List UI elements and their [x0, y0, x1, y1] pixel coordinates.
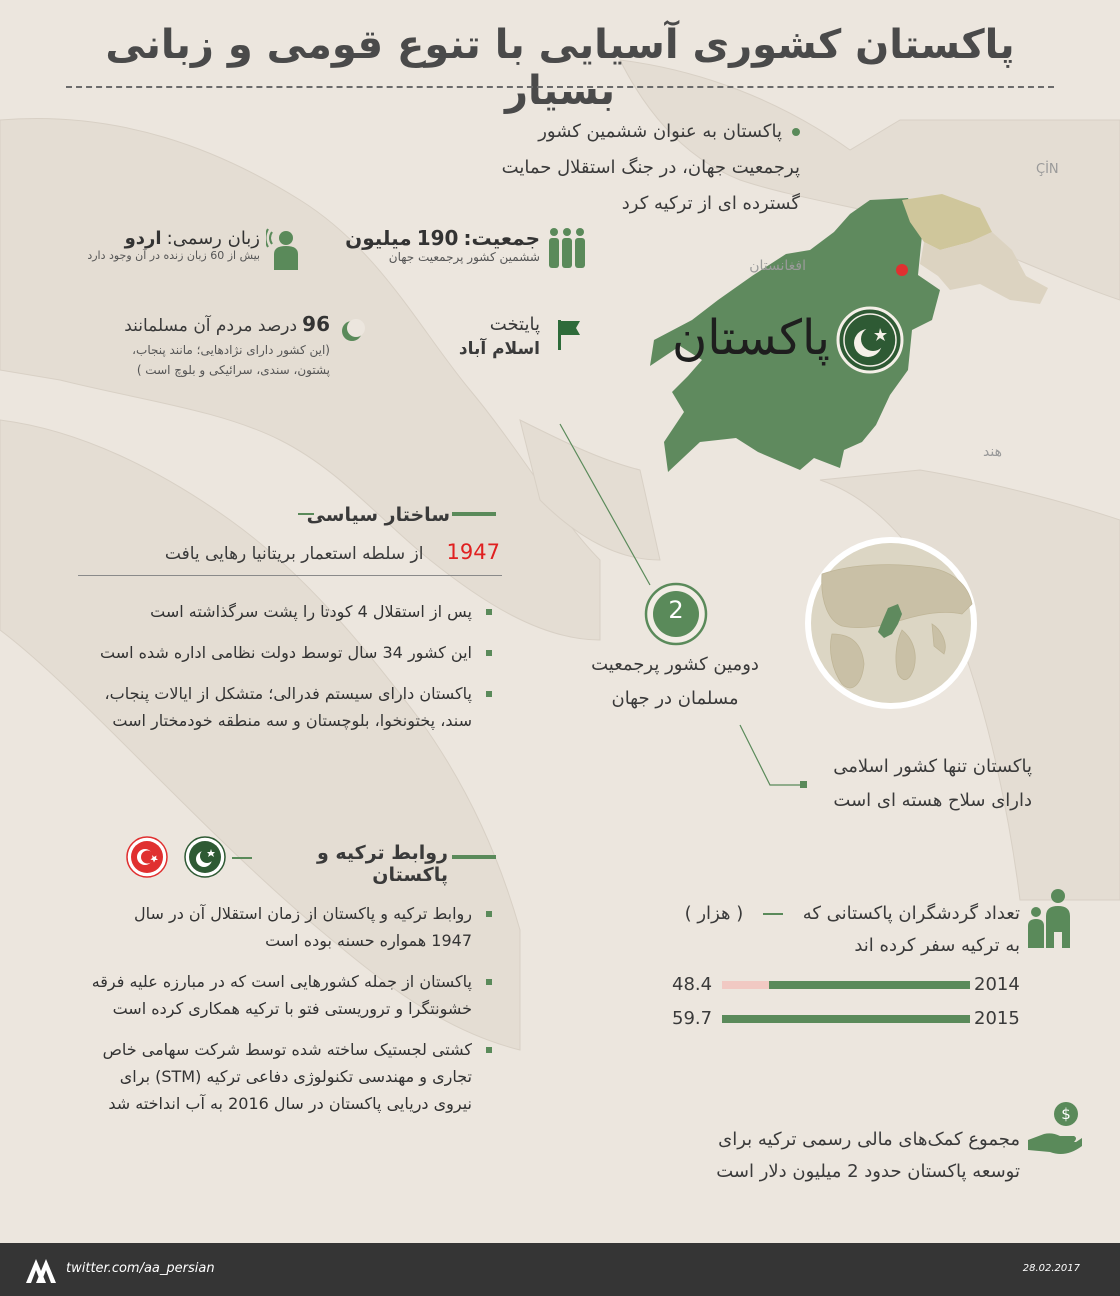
bar-year: 2015 — [974, 1008, 1020, 1029]
rank-text-1: دومین کشور پرجمعیت — [591, 654, 759, 675]
family-icon — [1024, 888, 1076, 950]
population-unit: میلیون — [345, 226, 412, 250]
religion-label: درصد مردم آن مسلمانند — [124, 316, 298, 336]
nuclear-line-2: دارای سلاح هسته ای است — [833, 790, 1032, 811]
religion-block — [60, 312, 330, 380]
people-icon — [546, 226, 588, 270]
pakistan-flag-icon — [836, 306, 904, 374]
nuclear-text — [800, 750, 1032, 818]
population-label: جمعیت: — [463, 226, 540, 250]
religion-sub-2: پشتون، سندی، سرائیکی و بلوچ است ) — [136, 363, 330, 377]
nuclear-line-1: پاکستان تنها کشور اسلامی — [833, 756, 1032, 777]
title-divider — [66, 86, 1054, 88]
intro-content: پاکستان به عنوان ششمین کشور پرجمعیت جهان، در جنگ استقلال حمایت گسترده ای از ترکیه کرد — [501, 121, 800, 214]
bar-year: 2014 — [974, 974, 1020, 995]
aid-line-1: مجموع کمک‌های مالی رسمی ترکیه برای — [718, 1129, 1020, 1150]
list-item: این کشور 34 سال توسط دولت نظامی اداره شده است — [100, 639, 492, 666]
religion-value: 96 — [302, 312, 330, 336]
pakistan-flag-icon — [184, 836, 226, 878]
title-dash — [763, 913, 783, 915]
population-value: 190 — [416, 226, 459, 250]
tourists-title-1: تعداد گردشگران پاکستانی که — [802, 903, 1020, 924]
globe-locator — [802, 534, 980, 712]
bar-value: 59.7 — [672, 1008, 713, 1029]
tourists-title-2: به ترکیه سفر کرده اند — [854, 935, 1020, 956]
independence-divider — [78, 575, 502, 576]
crescent-icon — [340, 318, 366, 344]
heading-dash — [298, 513, 314, 515]
relations-heading — [258, 842, 448, 886]
capital-label: پایتخت — [489, 314, 540, 335]
bullet-dot — [792, 128, 800, 136]
capital-block — [420, 314, 540, 359]
language-block — [60, 228, 260, 262]
aid-text — [670, 1124, 1020, 1188]
tourists-title — [650, 898, 1020, 962]
bar-row-1 — [660, 1006, 1030, 1032]
language-value: اردو — [124, 228, 162, 249]
bar-value: 48.4 — [672, 974, 713, 995]
tourists-unit: ( هزار ) — [684, 903, 744, 924]
bar-fill — [722, 1015, 970, 1023]
relations-heading-text: روابط ترکیه و پاکستان — [316, 842, 448, 886]
capital-value: اسلام آباد — [458, 339, 540, 359]
country-name: پاکستان — [672, 310, 831, 366]
india-label: هند — [983, 444, 1002, 460]
afghanistan-label: افغانستان — [749, 258, 806, 274]
list-item: پاکستان دارای سیستم فدرالی؛ متشکل از ایالات پنجاب، سند، پختونخوا، بلوچستان و سه منطقه خودمختار است — [100, 680, 492, 734]
footer — [0, 1243, 1120, 1296]
list-item: کشتی لجستیک ساخته شده توسط شرکت سهامی خاص تجاری و مهندسی تکنولوژی دفاعی ترکیه (STM) برای نیروی دریایی پاکستان در سال 2016 به آب انداخته شد — [90, 1036, 492, 1117]
heading-dash — [232, 857, 252, 859]
svg-text:$: $ — [1061, 1105, 1071, 1123]
capital-marker — [896, 264, 908, 276]
political-heading-text: ساختار سیاسی — [306, 504, 450, 526]
language-sub: بیش از 60 زبان زنده در آن وجود دارد — [87, 249, 260, 262]
bar-row-0 — [660, 972, 1030, 998]
publish-date: 28.02.2017 — [1022, 1263, 1080, 1274]
turkey-flag-icon — [126, 836, 168, 878]
speaking-person-icon — [266, 228, 302, 270]
population-sub: ششمین کشور پرجمعیت جهان — [388, 250, 540, 264]
list-item: پاکستان از جمله کشورهایی است که در مبارزه علیه فرقه خشونتگرا و تروریستی فتو با ترکیه همکاری کرده است — [90, 968, 492, 1022]
political-list — [100, 598, 492, 748]
list-item: روابط ترکیه و پاکستان از زمان استقلال آن در سال 1947 همواره حسنه بوده است — [90, 900, 492, 954]
bar-fill — [769, 981, 970, 989]
rank-number: 2 — [668, 596, 684, 624]
independence-line — [80, 540, 500, 564]
rank-text — [560, 648, 790, 716]
independence-year: 1947 — [446, 540, 500, 564]
page-title: پاکستان کشوری آسیایی با تنوع قومی و زبانی بسیار — [105, 22, 1015, 114]
population-block — [340, 226, 540, 264]
heading-bar — [452, 855, 496, 859]
china-label: ÇİN — [1036, 162, 1059, 177]
aid-line-2: توسعه پاکستان حدود 2 میلیون دلار است — [716, 1161, 1020, 1182]
relations-list — [90, 900, 492, 1131]
flag-icon — [556, 318, 582, 352]
aa-logo — [24, 1255, 58, 1285]
religion-sub-1: (این کشور دارای نژادهایی؛ مانند پنجاب، — [132, 343, 330, 357]
list-item: پس از استقلال 4 کودتا را پشت سرگذاشته است — [100, 598, 492, 625]
language-label: زبان رسمی: — [166, 228, 260, 249]
independence-text: از سلطه استعمار بریتانیا رهایی یافت — [164, 544, 424, 564]
rank-text-2: مسلمان در جهان — [611, 688, 739, 709]
twitter-handle[interactable]: twitter.com/aa_persian — [66, 1261, 215, 1276]
heading-bar — [452, 512, 496, 516]
political-heading — [290, 504, 450, 526]
hand-dollar-icon — [1026, 1100, 1084, 1158]
